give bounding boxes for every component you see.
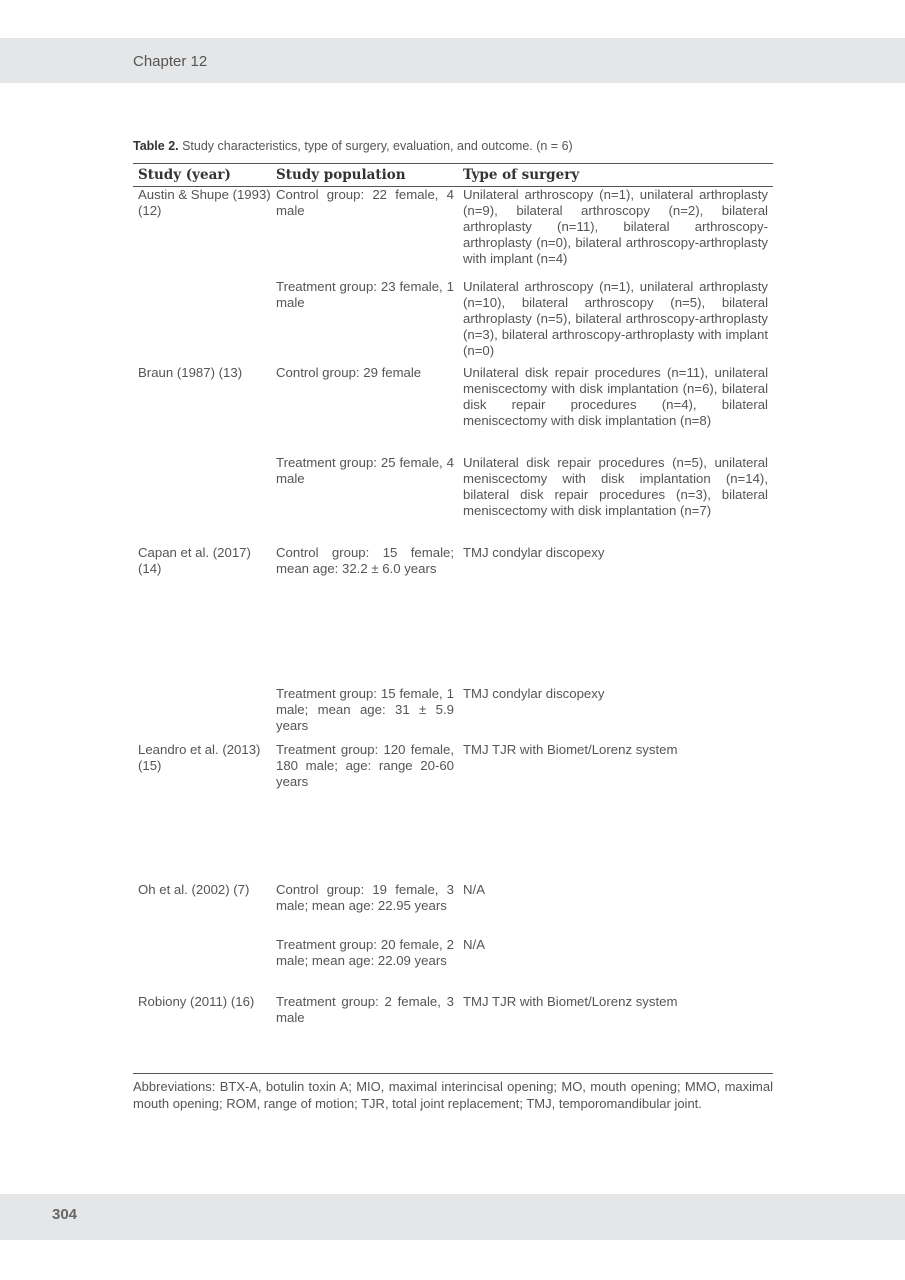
population-cell: Treatment group: 120 female, 180 male; age: range 20-60 years (276, 742, 454, 789)
study-cell: Austin & Shupe (1993) (12) (138, 187, 271, 218)
study-table (133, 163, 773, 1034)
surgery-cell: TMJ TJR with Biomet/Lorenz system (463, 742, 678, 757)
study-cell: Leandro et al. (2013) (15) (138, 742, 261, 773)
table-row (133, 882, 773, 937)
surgery-cell: Unilateral arthroscopy (n=1), unilateral arthroplasty (n=10), bilateral arthroscopy (n=5), bilateral arthroplasty (n=5), bilateral arthroscopy-arthroplasty (n=3), bilateral arthroscopy-arthroplasty with implant (n=0) (463, 279, 768, 358)
population-cell: Treatment group: 20 female, 2 male; mean age: 22.09 years (276, 937, 454, 968)
table-row (133, 279, 773, 365)
table-caption (133, 139, 773, 153)
population-cell: Treatment group: 2 female, 3 male (276, 994, 454, 1025)
study-cell: Capan et al. (2017) (14) (138, 545, 251, 576)
column-header-study: Study (year) (138, 167, 231, 183)
study-cell: Oh et al. (2002) (7) (138, 882, 250, 897)
table-row (133, 365, 773, 455)
column-header-population: Study population (276, 167, 406, 183)
surgery-cell: N/A (463, 937, 485, 952)
population-cell: Control group: 15 female; mean age: 32.2 ± 6.0 years (276, 545, 454, 576)
table-row (133, 187, 773, 279)
table-row (133, 937, 773, 994)
column-header-surgery: Type of surgery (463, 167, 580, 183)
population-cell: Control group: 22 female, 4 male (276, 187, 454, 218)
page-number: 304 (52, 1206, 78, 1223)
surgery-cell: Unilateral disk repair procedures (n=5), unilateral meniscectomy with disk implantation (n=14), bilateral disk repair procedures (n=3), bilateral meniscectomy with disk implantation (n=7) (463, 455, 768, 518)
footer-band (0, 1194, 905, 1240)
table-bottom-rule (133, 1073, 773, 1074)
abbreviations-note: Abbreviations: BTX-A, botulin toxin A; MIO, maximal interincisal opening; MO, mouth opening; MMO, maximal mouth opening; ROM, range of motion; TJR, total joint replacement; TMJ, temporomandibular joint. (133, 1079, 773, 1111)
table-row (133, 686, 773, 742)
surgery-cell: Unilateral arthroscopy (n=1), unilateral arthroplasty (n=9), bilateral arthroscopy (n=2), bilateral arthroplasty (n=11), bilateral arthroscopy-arthroplasty (n=0), bilateral arthroscopy-arthroplasty with implant (n=4) (463, 187, 768, 266)
population-cell: Control group: 19 female, 3 male; mean age: 22.95 years (276, 882, 454, 913)
surgery-cell: N/A (463, 882, 485, 897)
table-caption-label: Table 2. (133, 139, 179, 153)
study-cell: Robiony (2011) (16) (138, 994, 255, 1009)
surgery-cell: TMJ condylar discopexy (463, 545, 605, 560)
population-cell: Control group: 29 female (276, 365, 422, 380)
table-header (133, 164, 773, 187)
table-caption-text: Study characteristics, type of surgery, evaluation, and outcome. (n = 6) (178, 139, 573, 153)
population-cell: Treatment group: 23 female, 1 male (276, 279, 454, 310)
population-cell: Treatment group: 15 female, 1 male; mean age: 31 ± 5.9 years (276, 686, 454, 733)
table-row (133, 455, 773, 545)
study-cell: Braun (1987) (13) (138, 365, 243, 380)
population-cell: Treatment group: 25 female, 4 male (276, 455, 454, 486)
surgery-cell: TMJ condylar discopexy (463, 686, 605, 701)
surgery-cell: Unilateral disk repair procedures (n=11), unilateral meniscectomy with disk implantation (n=6), bilateral disk repair procedures (n=4), bilateral meniscectomy with disk implantation (n=8) (463, 365, 768, 428)
chapter-title: Chapter 12 (133, 53, 208, 70)
table-row (133, 545, 773, 686)
surgery-cell: TMJ TJR with Biomet/Lorenz system (463, 994, 678, 1009)
table-row (133, 742, 773, 882)
table-row (133, 994, 773, 1034)
